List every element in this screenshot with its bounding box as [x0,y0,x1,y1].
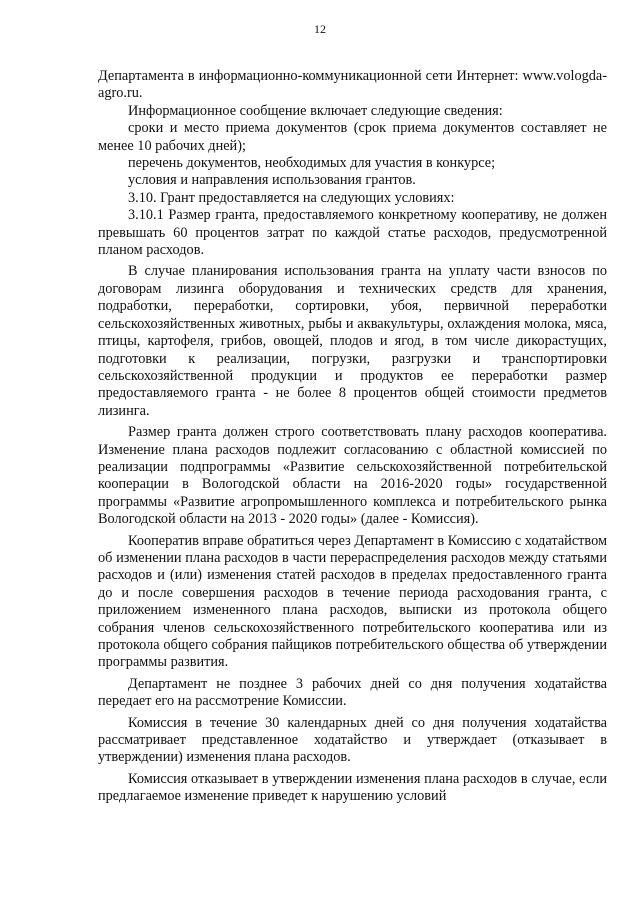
paragraph: Кооператив вправе обратиться через Департамент в Комиссию с ходатайством об изменении плана расходов в части перераспределения расходов между статьями расходов и (или) изменения статей расходов в пределах предоставленного гранта до и после совершения расходов в течение периода расходования гранта, с приложением измененного плана расходов, выписки из протокола общего собрания членов сельскохозяйственного потребительского кооператива или из протокола общего собрания пайщиков потребительского общества об утверждении программы развития. [98,532,607,671]
paragraph: перечень документов, необходимых для участия в конкурсе; [128,155,496,172]
paragraph: В случае планирования использования гранта на уплату части взносов по договорам лизинга оборудования и технических средств для хранения, подработки, переработки, сортировки, убоя, первичной переработки сельскохозяйственных животных, рыбы и аквакультуры, охлаждения молока, мяса, птицы, картофеля, грибов, овощей, плодов и ягод, в том числе дикорастущих, подготовки к реализации, погрузки, разгрузки и транспортировки сельскохозяйственной продукции и продуктов ее переработки размер предоставляемого гранта - не более 8 процентов общей стоимости предметов лизинга. [98,263,607,419]
paragraph: сроки и место приема документов (срок приема документов составляет не менее 10 рабочих дней); [98,120,607,154]
page-number: 12 [314,22,326,36]
paragraph: Комиссия отказывает в утверждении изменения плана расходов в случае, если предлагаемое изменение приведет к нарушению условий [98,770,607,805]
paragraph: условия и направления использования грантов. [128,172,416,189]
paragraph: Информационное сообщение включает следующие сведения: [128,102,503,119]
paragraph: Комиссия в течение 30 календарных дней со дня получения ходатайства рассматривает представленное ходатайство и утверждает (отказывает в утверждении) изменения плана расходов. [98,714,607,766]
paragraph: Департамента в информационно-коммуникационной сети Интернет: www.vologda-agro.ru. [98,68,607,102]
paragraph: Размер гранта должен строго соответствовать плану расходов кооператива. Изменение плана расходов подлежит согласованию с областной комиссией по реализации подпрограммы «Развитие сельскохозяйственной потребительской кооперации в Вологодской области на 2016-2020 годы» государственной программы «Развитие агропромышленного комплекса и потребительского рынка Вологодской области на 2013 - 2020 годы» (далее - Комиссия). [98,424,607,528]
document-body [98,68,607,806]
paragraph: 3.10.1 Размер гранта, предоставляемого конкретному кооперативу, не должен превышать 60 процентов затрат по каждой статье расходов, предусмотренной планом расходов. [98,207,607,259]
paragraph: Департамент не позднее 3 рабочих дней со дня получения ходатайства передает его на рассмотрение Комиссии. [98,675,607,710]
paragraph: 3.10. Грант предоставляется на следующих условиях: [128,189,455,206]
